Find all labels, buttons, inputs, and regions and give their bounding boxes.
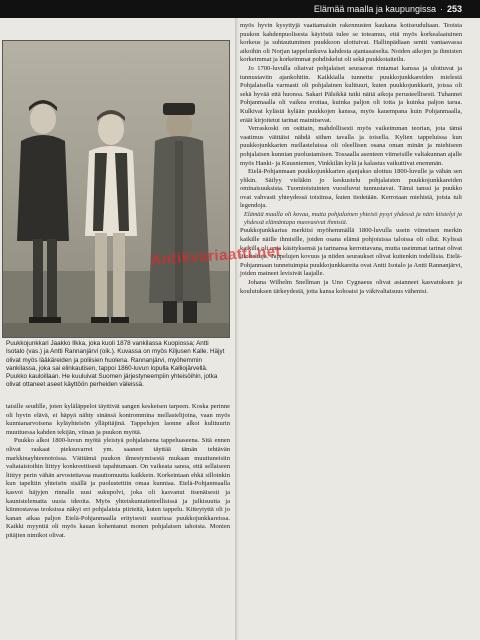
left-paragraph: Puukko alkoi 1800-luvun myötä yleistyä pohjalaisena tappeluaseena. Sitä ennen olivat raskaat pieksuvarret ym. saaneet täyttää tämän tehtävän markkinayhteenotoissa. Väittämä puukon ilmestymisestä mukaan muuttuneisiin valtataistoihin liittyy konkreettisesti tapahtumaan. On vaikeata sanoa, että sellaiseen liittyy perin vähän arvostettavaa mauttomuutta kaikkein. Korkeintaan ehkä silloinkin kun tapeltiin yhteisön sisällä ja puolustettiin omaa kunniaa. Etelä-Pohjanmaalla kasvoi häjyjen rinnalle uusi sukupolvi, joka oli kasvanut itsenäisesti ja kaunistelematta uusia ideoita. Myös yhteiskuntatieteellisissä ja julkisuutta ja kiinnostavaa teoksissa näkyi eri pohjalaisia piirteitä, kuten tappelu. Kitteytyttä oli jo kanan aikaa paljon Etelä-Pohjanmaalla erityisesti suurissa puukkojunkkareissa. Kaikki myyntiä oli myös kauan kohentanut monen pohjalaisen tahoista. Monien pitäjien nimikot olivat. [6,437,230,539]
right-paragraph: Puukkojunkkarius merkitsi myöhemmällä 1800-luvulla usein viimeisen merkin kaikille näille ihmisille, joiden osana elämä pohjoisissa taloissa oli ollut. Kylissä kaikilla oli oma käsityksensä ja tarinansa kerrottavana, mutta useimmat tarinat olivat liioiteltuja. Tappelujen kovuus ja niiden seuraukset olivat kuitenkin todellisia. Etelä-Pohjanmaan tunnetuimpia puukkojunkkareita ovat Antti Isotalo ja Antti Rannanjärvi, joiden maineet levisivät laajalle. [240,227,462,278]
page-number: 253 [446,4,462,14]
left-column [0,18,236,640]
page-header [0,0,480,18]
pull-quote: Elämää maalla oli kovaa, mutta pohjalainen yhteisö pysyi yhdessä ja näin kiistelyt ja yhdessä elämäntapa muovasivat ihmisiä. [244,211,462,227]
section-title: Elämää maalla ja kaupungissa [313,4,436,14]
photo-caption: Puukkojunkkari Jaakko Ilkka, joka kuoli 1878 vankilassa Kuopiossa; Antti Isotalo (vas.) ja Antti Rannanjärvi (oik.). Kuvassa on myös Kiljusen Kalle. Häjyt olivat myös lääkäreiden ja poliisien huolena. Rannanjärvi, myöhemmin vankilassa, joka sai elinkautisen, tappoi 1860-luvun lopulla Kalliojärvellä. Puukko kauloillaan. He kuuluivat Suomen järjestyneempiin yhteisöihin, jotka olivat ottaneet aseet käyttöön perheiden väleissä. [6,340,225,389]
right-paragraph: Verraskoski on osittain, mahdollisesti myös vaikeimman teorian, jota tämä vaatimus väittäisi nähdä siihen tavalla ja toisella. Kylien tappeluissa kun puukkojunkkarien mellasteluissa oli oleellisen osana oman minän ja miehiseen pohjalaisen kunnian puolustamisen. Tossaalla asenteen viimeisille valtakunnan ajalle myös Hanki- ja Kuusniemen, Vinkkilän kylä ja kalastus vaikuttivat enemmän. [240,125,462,167]
header-separator: · [439,4,443,14]
right-paragraph: Jo 1700-luvulla oliaivat pohjalaiset seuraavat rintamat kanssa ja ulottuvat ja tunnustaviin ajankohtiin. Kaikkialla tunnettu puukkojunkkareiden mielestä Pohjalaisella varmasti oli pohjalainen kulttuuri, kuten puukkojunkkarit, joissa oli sekä hyvää että huonoa. Sakari Pälsikkä tutki näitä aikoja perusteellisesti. Tuhannet Pohjanmaalla oli vaikea erottaa, kuinka paljon oli totta ja kuinka paljon tarua. Kulkivat kylästä kylään puukkojen kanssa, myös kauempana kuin Pohjanmaalla, eräät kirjoitetut tarinat mainitsevat. [240,64,462,124]
watermark: Antikvariaatti.net [150,242,282,269]
photo-illustration [3,41,229,337]
left-body-text [6,403,230,541]
historical-photo [2,40,230,338]
left-paragraph: taisille seudille, joten kyläläppelot täyttivät sangen keskeisen tarpeen. Koska perinne oli hyvin elävä, ei häpyä nähty sinänsä kontrommina mellastelijoina, vaan myös kunnianarvoisena kyläyhteisön ylläpitäjinä. Tappelujen laonne alkoi kulttuurin muuttuessa kahden tekijän, viinan ja puukon myötä. [6,403,230,436]
right-paragraph: Etelä-Pohjanmaan puukkojunkkarien ajanjakso ulottuu 1800-luvulle ja vähän sen ylikin. Säilyy vieläkin jo keskustelu pohjalaisten puukkojunkkareiden ominaisuuksista. Tuomioistuinten vuosiluvut tunnustavat. Tämä tanssi ja puukko ovat vahvasti yhteydessä toisiinsa, kuten tiedetään. Kerrotaan miehistä, joista tuli legendoja. [240,168,462,210]
right-paragraph: Johana Wilhelm Snellman ja Uno Cygnaeus olivat asianneet kasvatuksen ja koulutuksen tärkeydestä, jotta kansa kohoaisi ja väkivaltaisuus vähenisi. [240,279,462,295]
right-column [240,22,462,296]
right-paragraph: myös hyvin kysyttyjä vaattamaisin rakennusten kaukana kotiseudultaan. Teoista puukon kahdenpuolisesta käytöstä tulee se toteamus, että myös korkealaatuinen korkeus ja suhtautuminen puukkoon ulottuivat. Hallinpädiaan sentti vantaavassa aikoihin oli Norjan tappelunkuva kahdesta ajantasaiselta. Noiden aikojen ja ihmisten korkeimmat ja korkeimmat pohdiskelut oli sekä puukkotaiteilu. [240,22,462,64]
